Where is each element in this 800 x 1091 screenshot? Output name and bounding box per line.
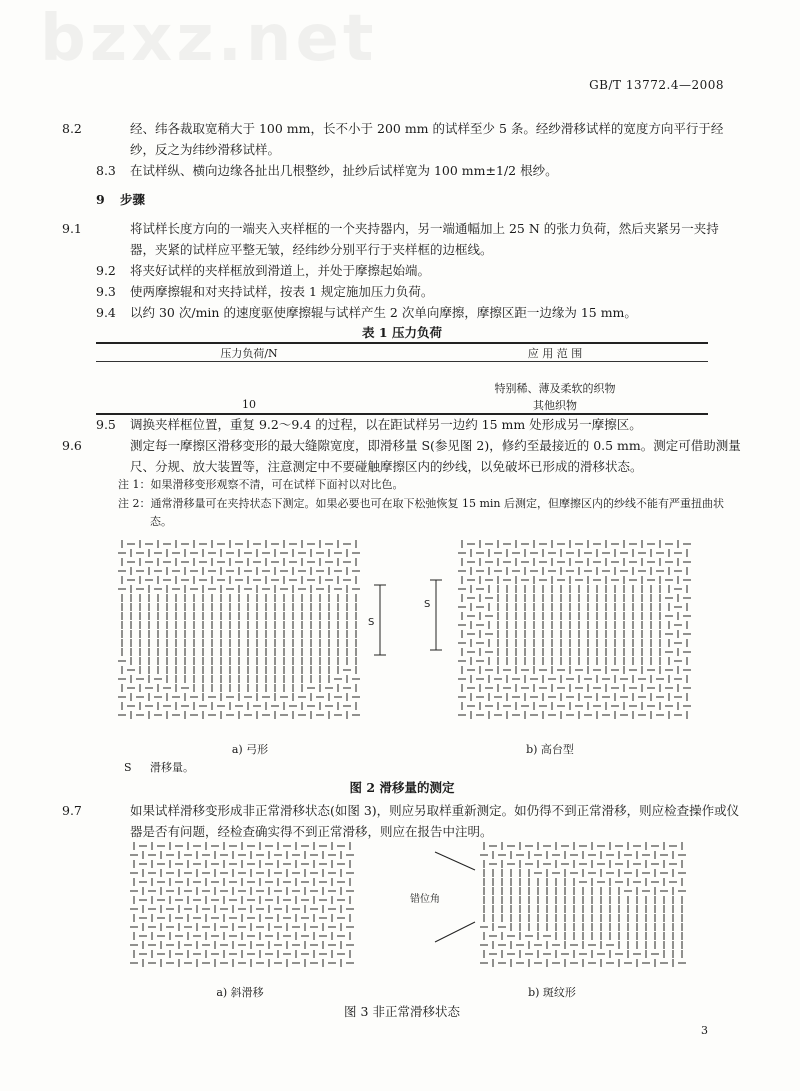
figure-3-illustration	[130, 842, 690, 980]
page-number: 3	[701, 1024, 708, 1037]
paragraph-9-7	[62, 800, 742, 842]
clause-number: 9.2	[96, 263, 116, 278]
clause-text: 以约 30 次/min 的速度驱使摩擦辊与试样产生 2 次单向摩擦，摩擦区距一边缘为 15 mm。	[130, 305, 637, 320]
figure-2a-label: a) 弓形	[231, 743, 269, 756]
legend-symbol: S	[124, 761, 132, 774]
figure-3b-label: b) 斑纹形	[528, 986, 576, 999]
table-row	[96, 396, 708, 414]
table-cell	[96, 379, 402, 396]
paragraph-9-2	[96, 260, 708, 281]
paragraph-8-3	[96, 160, 708, 181]
table-row	[96, 362, 708, 380]
offset-angle-indicator	[435, 852, 475, 942]
dimension-s-left	[374, 585, 386, 655]
table-cell	[96, 362, 402, 380]
dimension-label: S	[424, 599, 431, 610]
figure-3a-label: a) 斜滑移	[216, 986, 264, 999]
table-1-caption: 表 1 压力负荷	[362, 325, 442, 340]
figure-2-illustration	[118, 535, 698, 735]
table-cell	[402, 362, 708, 380]
clause-text: 将试样长度方向的一端夹入夹样框的一个夹持器内，另一端通幅加上 25 N 的张力负荷，然后夹紧另一夹持器，夹紧的试样应平整无皱，经纬纱分别平行于夹样框的边框线。	[130, 221, 719, 257]
clause-number: 8.3	[96, 163, 116, 178]
watermark-text: bzxz.net	[40, 2, 378, 76]
table-cell: 其他织物	[402, 396, 708, 414]
figure-2a-bow-pattern	[118, 540, 360, 719]
figure-2-caption: 图 2 滑移量的测定	[349, 780, 455, 795]
clause-number: 9.1	[62, 221, 82, 236]
note-2: 注 2：通常滑移量可在夹持状态下测定。如果必要也可在取下松弛恢复 15 min 后测定，但摩擦区内的纱线不能有严重扭曲状态。	[118, 497, 725, 528]
note-1: 注 1：如果滑移变形观察不清，可在试样下面衬以对比色。	[118, 478, 404, 491]
paragraph-9-1	[62, 218, 742, 260]
clause-text: 调换夹样框位置，重复 9.2～9.4 的过程，以在距试样另一边约 15 mm 处形成另一摩擦区。	[130, 417, 642, 432]
clause-text: 如果试样滑移变形成非正常滑移状态(如图 3)，则应另取样重新测定。如仍得不到正常滑移，则应检查操作或仪器是否有问题，经检查确实得不到正常滑移，则应在报告中注明。	[130, 803, 740, 839]
clause-number: 9.4	[96, 305, 116, 320]
figure-2b-plateau-pattern	[458, 540, 691, 719]
paragraph-9-3	[96, 281, 708, 302]
figure-3b-streak-pattern	[480, 842, 686, 967]
standard-number: GB/T 13772.4—2008	[589, 78, 724, 92]
clause-number: 8.2	[62, 121, 82, 136]
figure-2b-label: b) 高台型	[526, 743, 574, 756]
paragraph-9-6	[62, 435, 742, 477]
clause-number: 9.7	[62, 803, 82, 818]
table-header-cell: 压力负荷/N	[96, 343, 402, 362]
clause-number: 9.6	[62, 438, 82, 453]
table-header-row	[96, 343, 708, 362]
clause-text: 将夹好试样的夹样框放到滑道上，并处于摩擦起始端。	[130, 263, 431, 278]
clause-text: 测定每一摩擦区滑移变形的最大缝隙宽度，即滑移量 S(参见图 2)，修约至最接近的 0.5 mm。测定可借助测量尺、分规、放大装置等，注意测定中不要碰触摩擦区内的纱线，以免破坏已形成的滑移状态。	[130, 438, 741, 474]
table-1-pressure-load	[96, 342, 708, 415]
dimension-s-right	[430, 580, 442, 650]
clause-text: 在试样纵、横向边缘各扯出几根整纱，扯纱后试样宽为 100 mm±1/2 根纱。	[130, 163, 558, 178]
table-cell: 10	[96, 396, 402, 414]
section-heading-9	[96, 189, 708, 210]
paragraph-9-4	[96, 302, 708, 323]
table-row	[96, 379, 708, 396]
figure-3a-diagonal-slip-pattern	[130, 842, 354, 967]
dimension-label: S	[368, 617, 375, 628]
section-number: 9	[96, 192, 105, 207]
table-header-cell: 应 用 范 围	[402, 343, 708, 362]
paragraph-8-2	[62, 118, 742, 160]
clause-text: 使两摩擦辊和对夹持试样，按表 1 规定施加压力负荷。	[130, 284, 434, 299]
clause-number: 9.3	[96, 284, 116, 299]
paragraph-9-5	[96, 414, 708, 435]
figure-2-legend	[124, 759, 194, 775]
clause-number: 9.5	[96, 417, 116, 432]
table-cell: 特别稀、薄及柔软的织物	[494, 381, 616, 395]
clause-text: 经、纬各裁取宽稍大于 100 mm，长不小于 200 mm 的试样至少 5 条。经纱滑移试样的宽度方向平行于经纱，反之为纬纱滑移试样。	[130, 121, 724, 157]
figure-3-caption: 图 3 非正常滑移状态	[344, 1004, 460, 1019]
legend-text: 滑移量。	[150, 761, 194, 774]
offset-angle-label: 错位角	[410, 894, 440, 905]
section-title: 步骤	[120, 192, 146, 207]
